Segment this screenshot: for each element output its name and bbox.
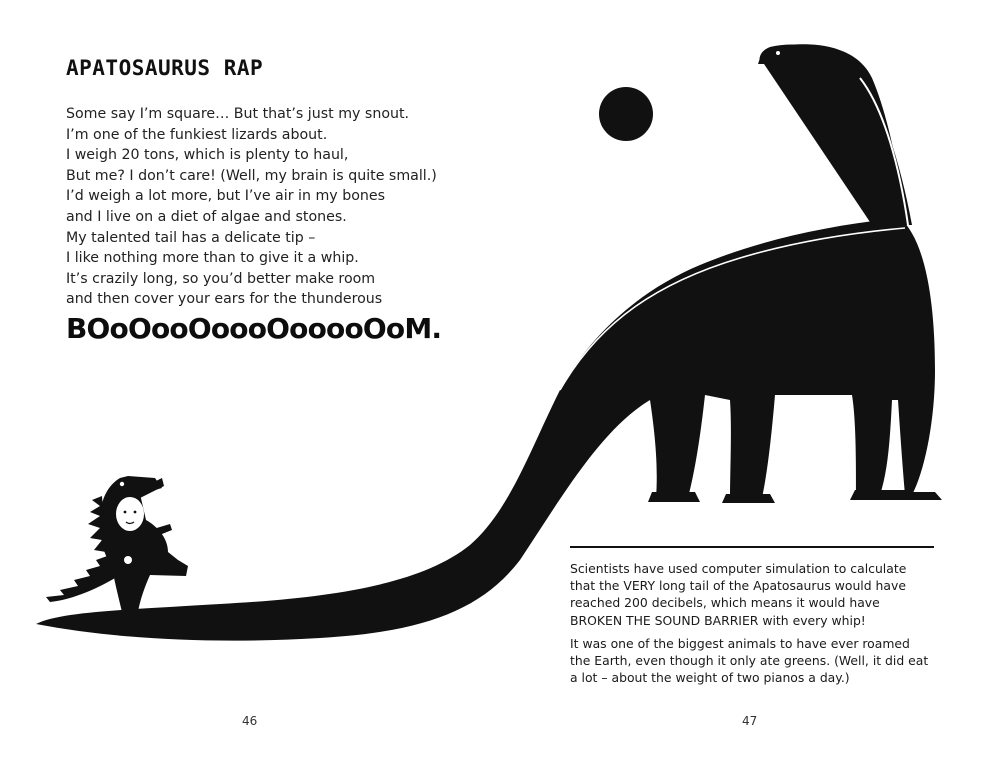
poem-line: My talented tail has a delicate tip – (66, 229, 316, 246)
poem-line: But me? I don’t care! (Well, my brain is quite small.) (66, 167, 437, 184)
poem-line: I weigh 20 tons, which is plenty to haul, (66, 147, 349, 164)
fact-paragraph: It was one of the biggest animals to have ever roamed the Earth, even though it only ate greens. (Well, it did eat a lot – about the weight of two pianos a day.) (570, 635, 929, 686)
poem-line: I like nothing more than to give it a whip. (66, 250, 359, 267)
poem-title: APATOSAURUS RAP (66, 56, 264, 80)
fact-box-divider (570, 546, 934, 548)
poem-line: It’s crazily long, so you’d better make room (66, 270, 376, 287)
fact-paragraph: Scientists have used computer simulation to calculate that the VERY long tail of the Apatosaurus would have reached 200 decibels, which means it would have BROKEN THE SOUND BARRIER with every whip! (570, 561, 907, 628)
fact-box (570, 560, 934, 692)
page-number-left: 46 (242, 714, 258, 728)
page-number-right: 47 (742, 714, 758, 728)
poem-line: and then cover your ears for the thunderous (66, 291, 383, 308)
boom-text: BOoOooOoooOooooOoM. (66, 312, 442, 345)
poem-line: I’d weigh a lot more, but I’ve air in my bones (66, 188, 386, 205)
poem-line: I’m one of the funkiest lizards about. (66, 126, 328, 143)
poem-line: and I live on a diet of algae and stones. (66, 208, 347, 225)
poem (66, 104, 437, 310)
poem-line: Some say I’m square… But that’s just my snout. (66, 106, 410, 122)
